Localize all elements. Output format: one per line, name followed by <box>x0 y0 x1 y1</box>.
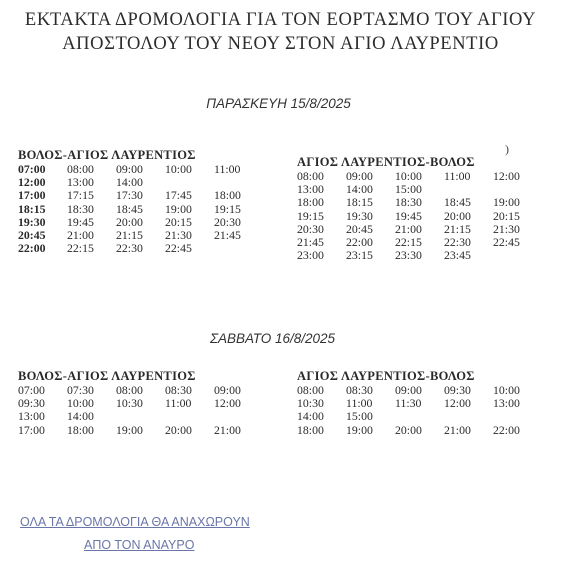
departure-time: 22:00 <box>493 422 520 437</box>
departure-time: 14:00 <box>297 409 324 424</box>
departure-time: 17:30 <box>116 188 143 203</box>
departure-time: 17:45 <box>165 188 192 203</box>
departure-time: 17:00 <box>18 422 45 437</box>
departure-time: 10:00 <box>493 383 520 397</box>
departure-time: 20:30 <box>214 214 241 229</box>
departure-time: 19:00 <box>346 422 373 437</box>
departure-time: 08:00 <box>297 383 324 397</box>
schedule-agios-lavrentios-to-volos-saturday <box>297 369 542 437</box>
page-title-line-2: ΑΠΟΣΤΟΛΟΥ ΤΟΥ ΝΕΟΥ ΣΤΟΝ ΑΓΙΟ ΛΑΥΡΕΝΤΙΟ <box>62 34 499 54</box>
departure-time: 17:15 <box>67 188 94 203</box>
schedule-volos-to-agios-lavrentios-saturday <box>18 369 263 437</box>
schedule-rows <box>18 384 263 437</box>
departure-time: 21:00 <box>67 227 94 242</box>
departure-time: 08:30 <box>346 383 373 397</box>
departure-time: 18:00 <box>297 195 324 210</box>
date-heading-friday: ΠΑΡΑΣΚΕΥΗ 15/8/2025 <box>206 96 351 111</box>
departure-time: 18:15 <box>18 201 46 216</box>
departure-time: 13:00 <box>297 182 324 197</box>
departure-time: 21:15 <box>444 221 471 236</box>
departure-time: 21:00 <box>395 221 422 236</box>
schedule-row <box>297 223 542 236</box>
departure-time: 20:15 <box>165 214 192 229</box>
departure-time: 09:00 <box>214 383 241 397</box>
departure-time: 09:00 <box>116 162 143 176</box>
schedule-row <box>297 424 542 437</box>
page-title-line-1: ΕΚΤΑΚΤΑ ΔΡΟΜΟΛΟΓΙΑ ΓΙΑ ΤΟΝ ΕΟΡΤΑΣΜΟ ΤΟΥ ΑΓΙΟΥ <box>24 10 537 30</box>
departure-time: 22:45 <box>165 241 192 256</box>
schedule-heading: ΑΓΙΟΣ ΛΑΥΡΕΝΤΙΟΣ-ΒΟΛΟΣ <box>297 155 475 169</box>
departure-time: 11:00 <box>444 169 471 183</box>
schedule-row <box>297 410 542 423</box>
departure-time: 22:45 <box>493 234 520 249</box>
departure-time: 09:30 <box>444 383 471 397</box>
departure-time: 21:45 <box>297 234 324 249</box>
departure-time: 09:30 <box>18 396 45 411</box>
departure-time: 19:30 <box>346 208 373 223</box>
departure-time: 20:15 <box>493 208 520 223</box>
departure-time: 10:30 <box>116 396 143 411</box>
schedule-row <box>297 196 542 209</box>
departure-time: 18:00 <box>214 188 241 203</box>
schedule-row <box>297 397 542 410</box>
departure-time: 23:00 <box>297 248 324 263</box>
departure-time: 23:45 <box>444 248 471 263</box>
schedule-row <box>297 210 542 223</box>
departure-time: 21:30 <box>165 227 192 242</box>
departure-time: 20:45 <box>346 221 373 236</box>
departure-time: 08:00 <box>297 169 324 183</box>
departure-time: 18:15 <box>346 195 373 210</box>
departure-time: 11:00 <box>214 162 241 176</box>
departure-time: 19:00 <box>116 422 143 437</box>
departure-time: 10:00 <box>67 396 94 411</box>
departure-time: 21:15 <box>116 227 143 242</box>
departure-time: 15:00 <box>395 182 422 197</box>
departure-time: 22:30 <box>444 234 471 249</box>
departure-time: 10:00 <box>165 162 192 176</box>
departure-time: 11:30 <box>395 396 422 411</box>
departure-time: 22:15 <box>67 241 94 256</box>
departure-time: 08:30 <box>165 383 192 397</box>
date-heading-saturday: ΣΑΒΒΑΤΟ 16/8/2025 <box>209 331 336 346</box>
schedule-rows <box>297 170 542 262</box>
departure-time: 20:45 <box>18 227 46 242</box>
departure-time: 12:00 <box>214 396 241 411</box>
departure-time: 14:00 <box>116 175 143 190</box>
schedule-heading: ΒΟΛΟΣ-ΑΓΙΟΣ ΛΑΥΡΕΝΤΙΟΣ <box>18 148 196 162</box>
schedule-row <box>18 410 263 423</box>
schedule-row <box>18 424 263 437</box>
departure-time: 17:00 <box>18 188 46 203</box>
departure-time: 10:30 <box>297 396 324 411</box>
departure-time: 18:45 <box>116 201 143 216</box>
schedule-heading: ΑΓΙΟΣ ΛΑΥΡΕΝΤΙΟΣ-ΒΟΛΟΣ <box>297 369 475 383</box>
departure-time: 11:00 <box>165 396 192 411</box>
departure-time: 20:00 <box>165 422 192 437</box>
departure-time: 19:30 <box>18 214 46 229</box>
departure-time: 19:15 <box>214 201 241 216</box>
departure-time: 21:00 <box>444 422 471 437</box>
departure-time: 10:00 <box>395 169 422 183</box>
departure-time: 13:00 <box>18 409 45 424</box>
schedule-row <box>18 242 263 255</box>
departure-time: 19:00 <box>165 201 192 216</box>
departure-time: 22:30 <box>116 241 143 256</box>
schedule-row <box>18 216 263 229</box>
departure-time: 23:15 <box>346 248 373 263</box>
schedule-heading: ΒΟΛΟΣ-ΑΓΙΟΣ ΛΑΥΡΕΝΤΙΟΣ <box>18 369 196 383</box>
departure-time: 12:00 <box>444 396 471 411</box>
schedule-row <box>18 203 263 216</box>
departure-time: 13:00 <box>67 175 94 190</box>
schedule-rows <box>297 384 542 437</box>
schedule-rows <box>18 163 263 255</box>
departure-time: 15:00 <box>346 409 373 424</box>
departure-time: 08:00 <box>116 383 143 397</box>
departure-time: 09:00 <box>395 383 422 397</box>
schedule-row <box>18 397 263 410</box>
departure-time: 19:00 <box>493 195 520 210</box>
departure-time: 23:30 <box>395 248 422 263</box>
schedule-agios-lavrentios-to-volos-friday <box>297 155 542 262</box>
schedule-row <box>18 189 263 202</box>
departure-time: 21:45 <box>214 227 241 242</box>
departure-time: 14:00 <box>67 409 94 424</box>
departure-time: 18:30 <box>395 195 422 210</box>
schedule-row <box>297 249 542 262</box>
departure-time: 18:00 <box>67 422 94 437</box>
departure-time: 20:00 <box>395 422 422 437</box>
departure-time: 20:00 <box>444 208 471 223</box>
stray-mark: ) <box>505 142 509 156</box>
footer-note-line-2: ΑΠΟ ΤΟΝ ΑΝΑΥΡΟ <box>84 538 195 552</box>
departure-time: 18:45 <box>444 195 471 210</box>
departure-time: 21:00 <box>214 422 241 437</box>
departure-time: 09:00 <box>346 169 373 183</box>
departure-time: 18:30 <box>67 201 94 216</box>
departure-time: 13:00 <box>493 396 520 411</box>
departure-time: 18:00 <box>297 422 324 437</box>
departure-time: 12:00 <box>493 169 520 183</box>
departure-time: 11:00 <box>346 396 373 411</box>
departure-time: 20:00 <box>116 214 143 229</box>
departure-time: 07:00 <box>18 383 45 397</box>
departure-time: 08:00 <box>67 162 94 176</box>
departure-time: 19:15 <box>297 208 324 223</box>
departure-time: 07:30 <box>67 383 94 397</box>
departure-time: 22:15 <box>395 234 422 249</box>
departure-time: 19:45 <box>395 208 422 223</box>
departure-time: 19:45 <box>67 214 94 229</box>
departure-time: 14:00 <box>346 182 373 197</box>
departure-time: 07:00 <box>18 162 46 176</box>
departure-time: 21:30 <box>493 221 520 236</box>
footer-note-line-1: ΟΛΑ ΤΑ ΔΡΟΜΟΛΟΓΙΑ ΘΑ ΑΝΑΧΩΡΟΥΝ <box>20 515 250 529</box>
departure-time: 22:00 <box>18 241 46 256</box>
departure-time: 22:00 <box>346 234 373 249</box>
departure-time: 12:00 <box>18 175 46 190</box>
departure-time: 20:30 <box>297 221 324 236</box>
schedule-volos-to-agios-lavrentios-friday <box>18 148 263 255</box>
